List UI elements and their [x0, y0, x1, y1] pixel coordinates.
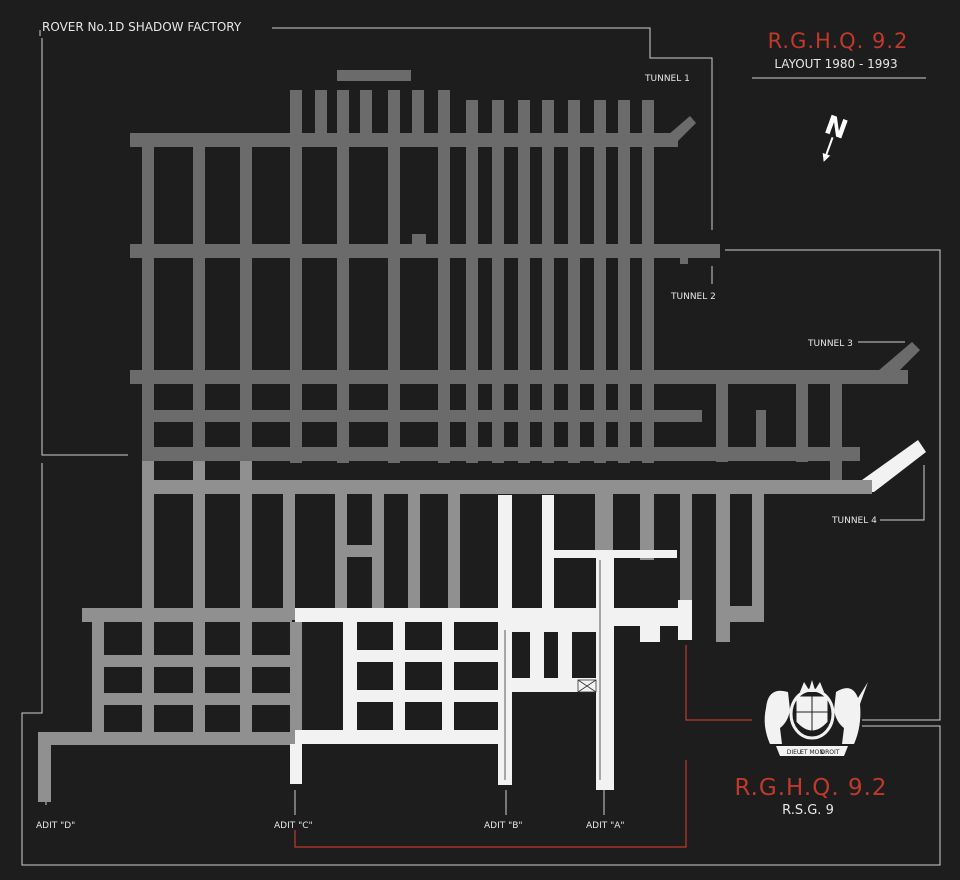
tunnel-3-label: TUNNEL 3	[808, 339, 853, 349]
adit-c-label: ADIT "C"	[274, 821, 313, 831]
crest-motto-1: DIEU	[786, 749, 802, 756]
crest-motto-2: ET MON	[800, 749, 824, 756]
header-subtitle: LAYOUT 1980 - 1993	[774, 57, 898, 71]
rghq-complex	[290, 495, 692, 790]
middle-tunnel-grid	[38, 461, 872, 802]
red-connector-lines	[295, 645, 752, 847]
compass-letter: N	[820, 110, 852, 146]
tunnel-4-label: TUNNEL 4	[832, 516, 877, 526]
header-title: R.G.H.Q. 9.2	[767, 29, 909, 53]
royal-coat-of-arms-icon	[765, 680, 868, 756]
adit-a-label: ADIT "A"	[586, 821, 625, 831]
footer-subtitle: R.S.G. 9	[782, 803, 834, 818]
crest-motto-3: DROIT	[820, 749, 840, 756]
tunnel-1-label: TUNNEL 1	[645, 74, 690, 84]
adit-b-label: ADIT "B"	[484, 821, 523, 831]
north-arrow-icon	[813, 110, 851, 165]
adit-d-label: ADIT "D"	[36, 821, 76, 831]
footer-title: R.G.H.Q. 9.2	[734, 775, 888, 801]
tunnel-2-label: TUNNEL 2	[671, 292, 716, 302]
upper-tunnel-grid	[130, 70, 908, 490]
factory-label: ROVER No.1D SHADOW FACTORY	[42, 20, 242, 34]
